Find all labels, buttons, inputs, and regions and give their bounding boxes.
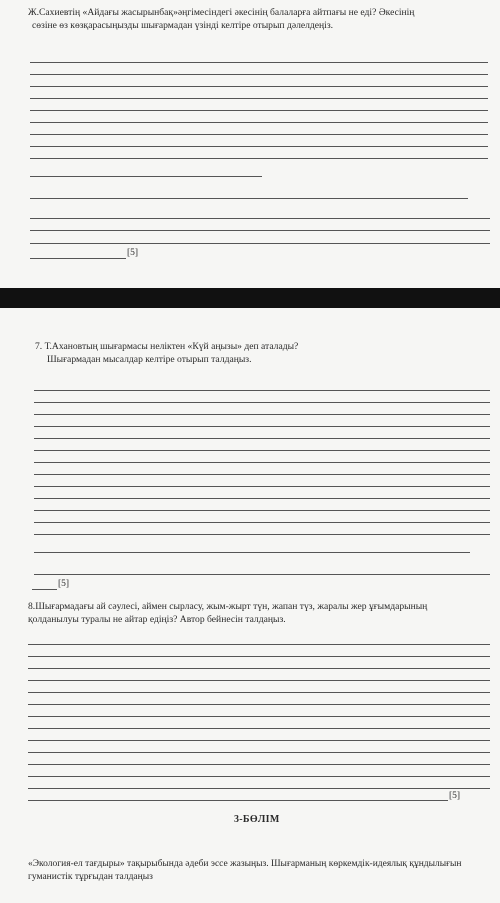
answer-line[interactable] [30, 98, 488, 99]
section-3-title: 3-БӨЛІМ [234, 814, 280, 825]
question-8-score: [5] [449, 791, 461, 801]
answer-line[interactable] [34, 438, 490, 439]
answer-line[interactable] [28, 656, 490, 657]
answer-line[interactable] [30, 146, 488, 147]
answer-line[interactable] [34, 552, 470, 553]
answer-line[interactable] [30, 74, 488, 75]
answer-line[interactable] [30, 176, 262, 177]
answer-line[interactable] [34, 462, 490, 463]
essay-prompt [28, 858, 498, 884]
answer-line[interactable] [30, 218, 490, 219]
essay-prompt-line-2: гуманистік тұрғыдан талдаңыз [28, 872, 153, 882]
answer-line[interactable] [30, 243, 490, 244]
answer-line[interactable] [34, 474, 490, 475]
answer-line[interactable] [30, 230, 490, 231]
answer-line[interactable] [28, 704, 490, 705]
answer-line[interactable] [34, 402, 490, 403]
question-6-line-1: Ж.Сахиевтің «Айдағы жасырынбақ»әңгімесіндегі әкесінің балаларға айтпағы не еді? Әкесінің [28, 7, 415, 18]
answer-line[interactable] [28, 752, 490, 753]
worksheet-page-top [0, 0, 500, 288]
answer-line[interactable] [28, 644, 490, 645]
answer-line[interactable] [28, 716, 490, 717]
answer-line[interactable] [28, 776, 490, 777]
answer-line[interactable] [28, 668, 490, 669]
question-7-score: [5] [58, 579, 70, 589]
answer-line[interactable] [34, 574, 490, 575]
question-7-score-line [32, 589, 57, 590]
answer-line[interactable] [34, 414, 490, 415]
answer-line[interactable] [34, 486, 490, 487]
answer-line[interactable] [30, 134, 488, 135]
answer-line[interactable] [28, 728, 490, 729]
answer-line[interactable] [34, 390, 490, 391]
question-7-prompt [35, 340, 475, 366]
answer-line[interactable] [28, 788, 490, 789]
question-7-line-1: 7. Т.Ахановтың шығармасы неліктен «Күй аңызы» деп аталады? [35, 341, 299, 352]
answer-line[interactable] [34, 534, 490, 535]
question-8-score-line [28, 800, 448, 801]
answer-line[interactable] [30, 62, 488, 63]
question-8-line-2: қолданылуы туралы не айтар едіңіз? Автор бейнесін талдаңыз. [28, 614, 286, 625]
answer-line[interactable] [30, 122, 488, 123]
answer-line[interactable] [28, 764, 490, 765]
question-6-line-2: сөзіне өз көзқарасыңызды шығармадан үзінді келтіре отырып дәлелдеңіз. [32, 20, 334, 31]
question-6-score: [5] [127, 248, 139, 258]
answer-line[interactable] [30, 86, 488, 87]
question-8-line-1: 8.Шығармадағы ай сәулесі, аймен сырласу, жым-жырт түн, жапан түз, жаралы жер ұғымдарының [28, 601, 428, 612]
question-6-score-line [30, 258, 126, 259]
answer-line[interactable] [34, 522, 490, 523]
answer-line[interactable] [30, 198, 468, 199]
answer-line[interactable] [30, 110, 488, 111]
answer-line[interactable] [28, 692, 490, 693]
answer-line[interactable] [28, 680, 490, 681]
answer-line[interactable] [34, 498, 490, 499]
question-6-prompt [28, 6, 498, 32]
answer-line[interactable] [34, 450, 490, 451]
question-8-prompt [28, 600, 498, 626]
answer-line[interactable] [30, 158, 488, 159]
question-7-line-2: Шығармадан мысалдар келтіре отырып талдаңыз. [47, 354, 252, 365]
worksheet-page-bottom [0, 308, 500, 903]
essay-prompt-line-1: «Экология-ел тағдыры» тақырыбында әдеби эссе жазыңыз. Шығарманың көркемдік-идеялық құндылығын [28, 859, 462, 869]
answer-line[interactable] [28, 740, 490, 741]
answer-line[interactable] [34, 510, 490, 511]
answer-line[interactable] [34, 426, 490, 427]
page-divider [0, 288, 500, 308]
